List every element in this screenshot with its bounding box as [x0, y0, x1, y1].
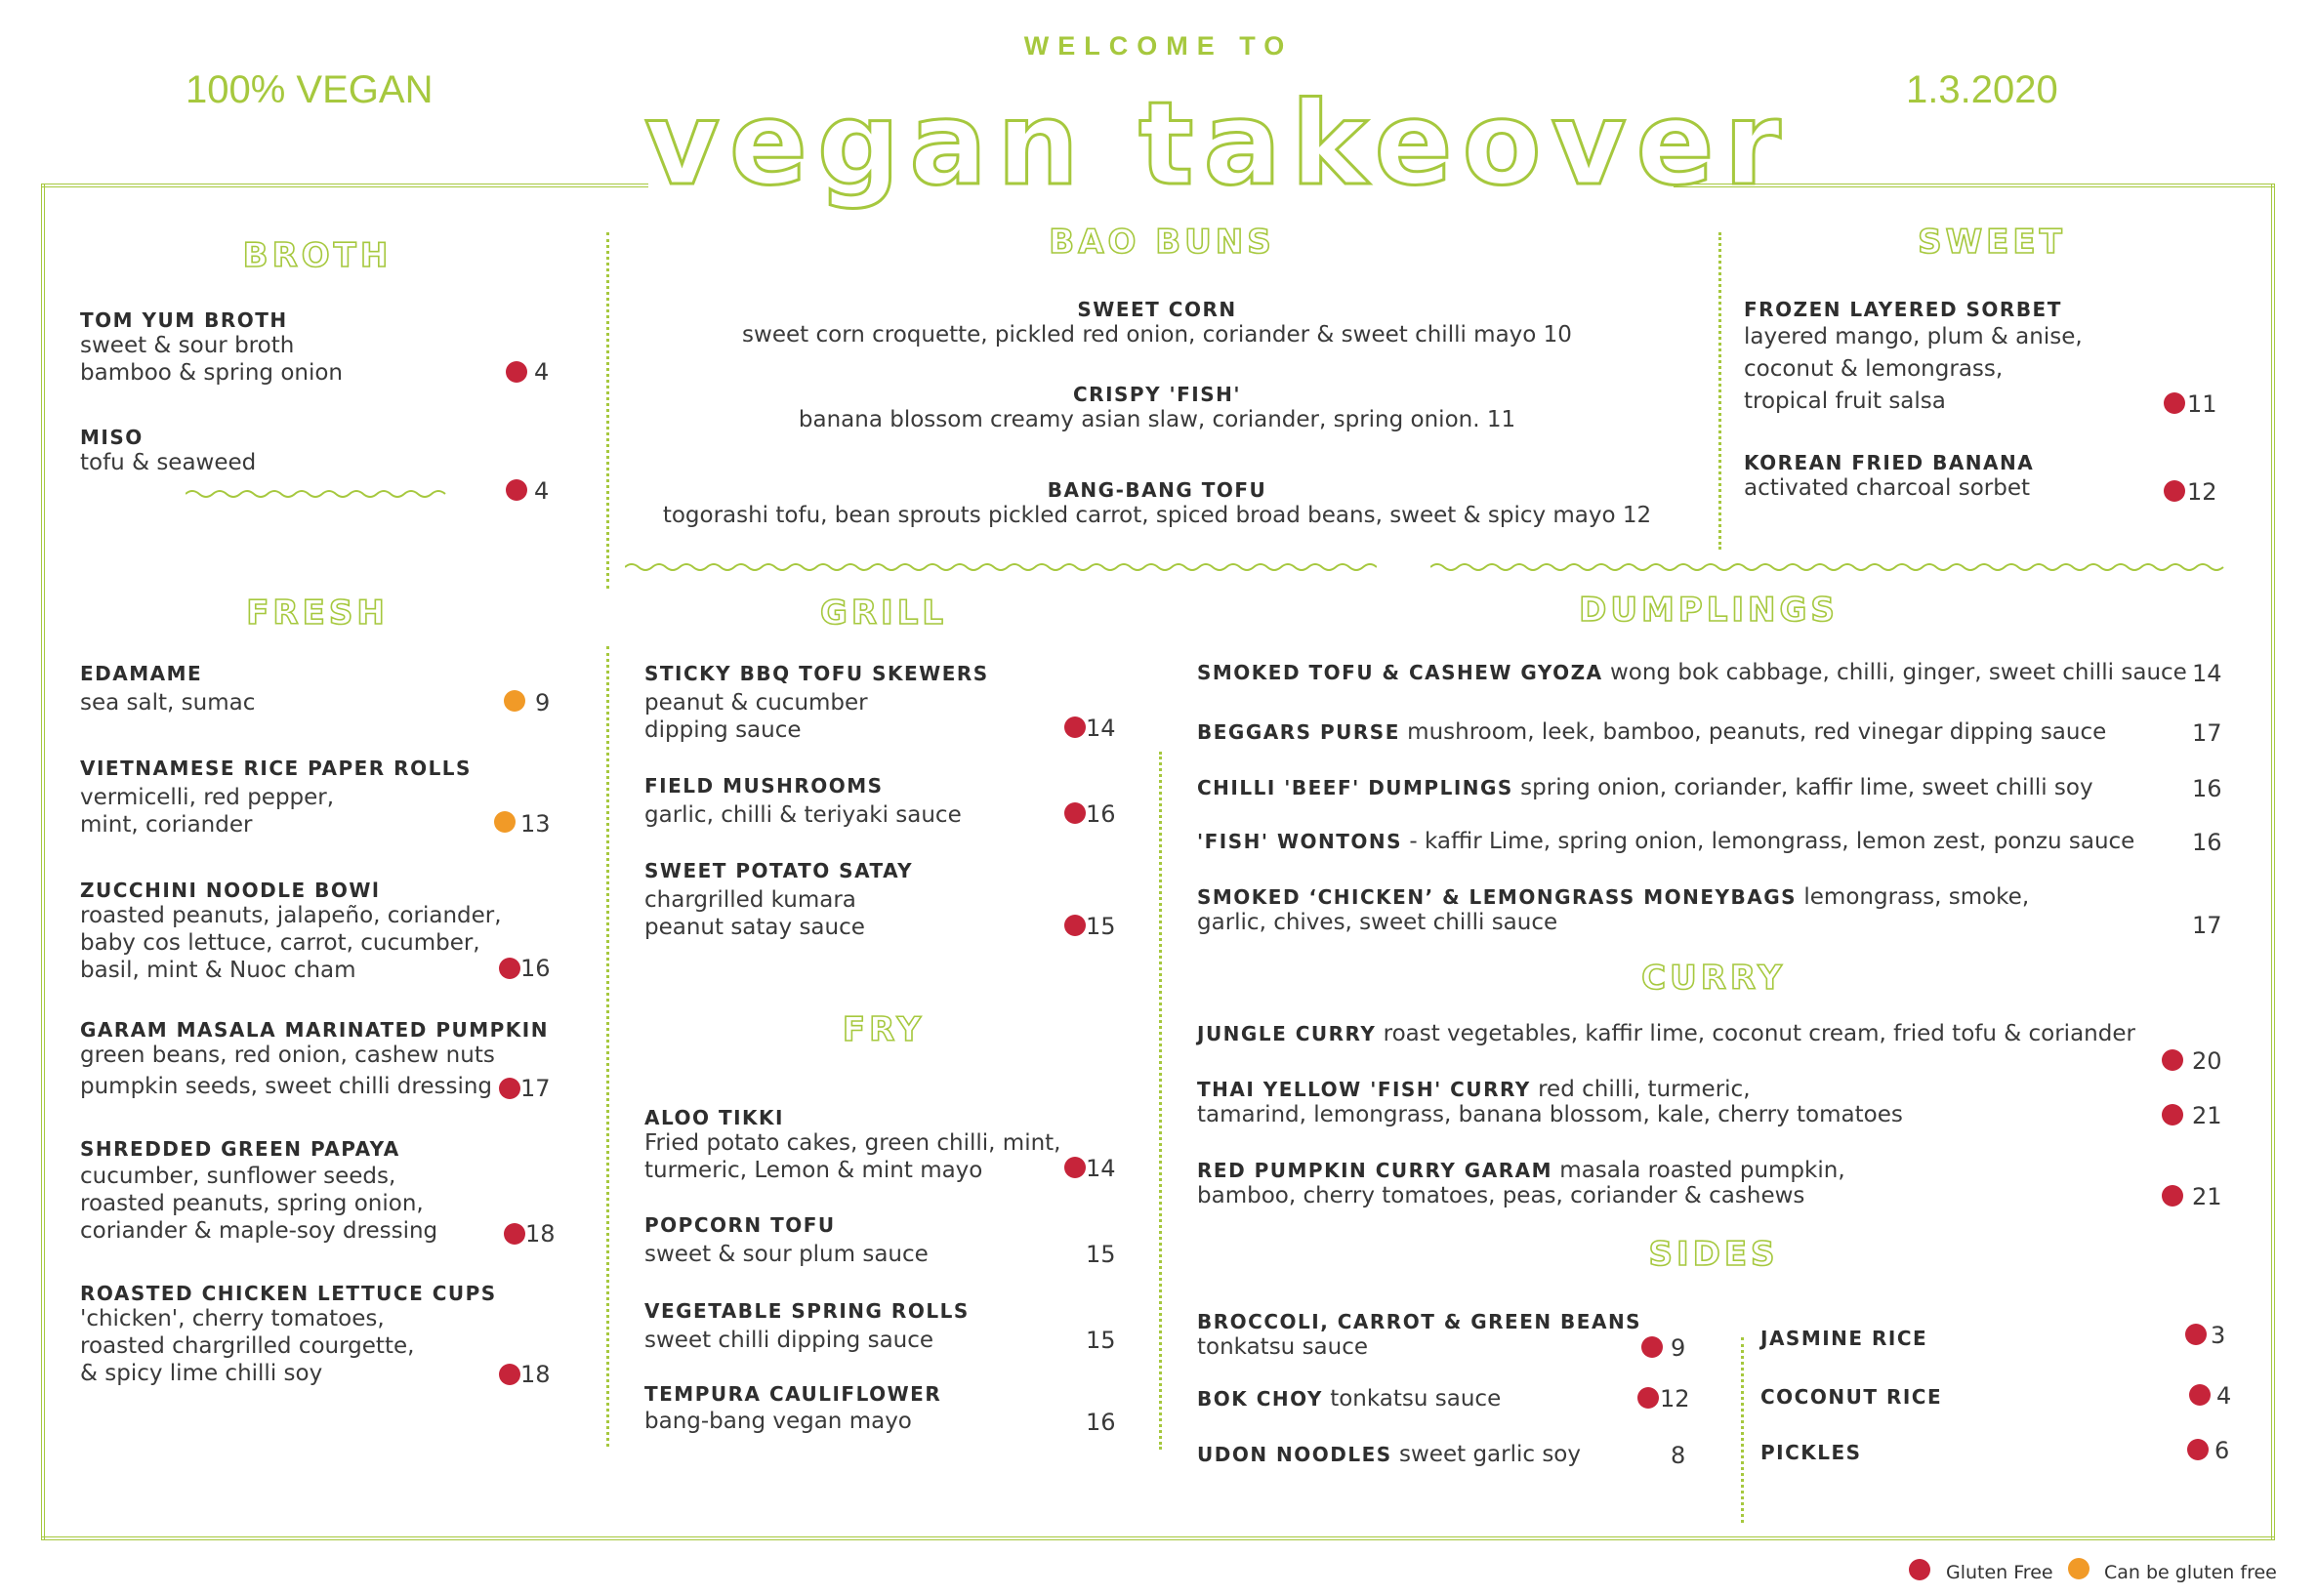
- divider-sides: [1741, 1337, 1744, 1523]
- item-desc: banana blossom creamy asian slaw, coriander, spring onion. 11: [798, 407, 1516, 432]
- item-desc: coriander & maple-soy dressing: [80, 1218, 438, 1244]
- menu-date: 1.3.2020: [1906, 68, 2058, 111]
- divider-grill-dumplings: [1159, 752, 1162, 1450]
- item-desc: basil, mint & Nuoc cham: [80, 958, 356, 983]
- item-desc: green beans, red onion, cashew nuts: [80, 1043, 495, 1068]
- grill-heading: GRILL: [819, 593, 948, 633]
- item-name: UDON NOODLES: [1197, 1443, 1392, 1466]
- item-name: SWEET POTATO SATAY: [644, 859, 914, 882]
- item-desc: sweet & sour broth: [80, 333, 295, 358]
- item-price: 4: [534, 477, 550, 505]
- item-price: 13: [520, 810, 551, 838]
- frame-bottom: [41, 1536, 2275, 1540]
- frame-left: [41, 184, 45, 1540]
- gluten-free-icon: [1064, 716, 1086, 738]
- menu-item-rice-paper-rolls: [80, 757, 472, 839]
- divider-bao-sweet: [1718, 232, 1721, 550]
- item-desc: Fried potato cakes, green chilli, mint,: [644, 1130, 1061, 1156]
- menu-item-pickles: PICKLES: [1760, 1441, 1862, 1464]
- gluten-free-icon: [499, 1364, 520, 1385]
- can-be-gluten-free-legend-label: Can be gluten free: [2104, 1562, 2277, 1583]
- item-name: CRISPY 'FISH': [1072, 383, 1242, 406]
- item-price: 17: [2192, 719, 2222, 747]
- item-desc: garlic, chilli & teriyaki sauce: [644, 802, 962, 828]
- item-desc: mint, coriander: [80, 812, 253, 838]
- item-desc: turmeric, Lemon & mint mayo: [644, 1158, 983, 1183]
- vegan-badge: 100% VEGAN: [186, 68, 434, 111]
- item-price: 6: [2214, 1437, 2230, 1464]
- menu-item-green-papaya: [80, 1137, 437, 1245]
- curry-heading: CURRY: [1641, 959, 1786, 998]
- item-desc: dipping sauce: [644, 717, 802, 743]
- item-price: 14: [1086, 715, 1116, 742]
- item-price: 16: [2192, 775, 2222, 802]
- item-name: 'FISH' WONTONS: [1197, 830, 1403, 853]
- item-price: 11: [2187, 390, 2217, 418]
- item-price: 14: [2192, 660, 2222, 687]
- gluten-free-icon: [499, 1078, 520, 1099]
- item-name: BROCCOLI, CARROT & GREEN BEANS: [1197, 1310, 1642, 1333]
- menu-item-lettuce-cups: [80, 1282, 497, 1387]
- gluten-free-legend-label: Gluten Free: [1946, 1562, 2053, 1583]
- menu-item-jungle-curry: [1197, 1021, 2135, 1046]
- can-be-gluten-free-icon: [504, 690, 525, 712]
- item-desc: bamboo & spring onion: [80, 360, 344, 386]
- item-price: 18: [520, 1361, 551, 1388]
- item-price: 21: [2192, 1102, 2222, 1129]
- item-price: 16: [1086, 1409, 1116, 1436]
- item-desc: tropical fruit salsa: [1744, 389, 1946, 414]
- divider-fresh-grill: [606, 646, 609, 1447]
- divider-broth-bao: [606, 232, 609, 589]
- menu-item-tempura-cauliflower: [644, 1382, 941, 1435]
- item-desc: bang-bang vegan mayo: [644, 1409, 912, 1434]
- item-name: VIETNAMESE RICE PAPER ROLLS: [80, 757, 472, 780]
- item-price: 17: [2192, 912, 2222, 939]
- item-desc: pumpkin seeds, sweet chilli dressing: [80, 1074, 493, 1099]
- item-desc: chargrilled kumara: [644, 887, 856, 913]
- item-name: SMOKED ‘CHICKEN’ & LEMONGRASS MONEYBAGS: [1197, 885, 1798, 909]
- frame-top-right: [1674, 184, 2275, 187]
- gluten-free-icon: [1637, 1387, 1659, 1409]
- item-name: ROASTED CHICKEN LETTUCE CUPS: [80, 1282, 497, 1305]
- item-name: POPCORN TOFU: [644, 1213, 836, 1237]
- menu-item-moneybags: [1197, 884, 2029, 935]
- item-desc: sweet chilli dipping sauce: [644, 1328, 934, 1353]
- bao-heading: BAO BUNS: [1049, 223, 1275, 262]
- menu-item-popcorn-tofu: [644, 1213, 929, 1268]
- item-desc: 'chicken', cherry tomatoes,: [80, 1306, 385, 1331]
- gluten-free-icon: [2164, 480, 2185, 502]
- menu-item-beggars-purse: [1197, 719, 2106, 745]
- menu-item-thai-yellow-curry: [1197, 1077, 1903, 1127]
- welcome-text: WELCOME TO: [1023, 31, 1294, 61]
- gluten-free-icon: [1064, 1157, 1086, 1178]
- item-name: FIELD MUSHROOMS: [644, 774, 884, 798]
- menu-item-sweet-potato-satay: [644, 859, 913, 941]
- menu-item-spring-rolls: [644, 1299, 970, 1354]
- item-desc: sweet & sour plum sauce: [644, 1242, 929, 1267]
- item-price: 17: [520, 1075, 551, 1102]
- item-name: VEGETABLE SPRING ROLLS: [644, 1299, 970, 1323]
- gluten-free-icon: [2162, 1104, 2183, 1125]
- wave-divider-broth: [186, 488, 449, 500]
- item-desc: tofu & seaweed: [80, 450, 257, 475]
- menu-item-garam-masala-pumpkin: [80, 1018, 549, 1100]
- can-be-gluten-free-icon: [494, 811, 516, 833]
- item-desc: red chilli, turmeric,: [1530, 1077, 1751, 1102]
- item-name: KOREAN FRIED BANANA: [1744, 451, 2035, 474]
- fresh-heading: FRESH: [246, 593, 389, 633]
- item-price: 3: [2211, 1322, 2226, 1349]
- wave-divider-sweet: [1430, 561, 2231, 573]
- menu-item-frozen-sorbet: [1744, 298, 2083, 418]
- item-desc: roasted peanuts, jalapeño, coriander,: [80, 903, 502, 928]
- menu-item-bok-choy: [1197, 1386, 1501, 1412]
- item-price: 4: [2216, 1382, 2232, 1410]
- item-price: 12: [2187, 478, 2217, 506]
- menu-item-tom-yum: [80, 308, 343, 387]
- gluten-free-icon: [2189, 1384, 2211, 1406]
- gluten-free-icon: [499, 958, 520, 979]
- wave-divider-bao: [625, 561, 1377, 573]
- menu-item-fish-wontons: [1197, 829, 2134, 854]
- item-desc: layered mango, plum & anise,: [1744, 324, 2083, 349]
- item-desc: sweet corn croquette, pickled red onion, coriander & sweet chilli mayo 10: [742, 322, 1572, 348]
- gluten-free-icon: [1064, 915, 1086, 936]
- menu-item-edamame: [80, 662, 255, 716]
- item-name: EDAMAME: [80, 662, 203, 685]
- item-name: ZUCCHINI NOODLE BOWl: [80, 879, 381, 902]
- dumplings-heading: DUMPLINGS: [1579, 591, 1839, 630]
- menu-item-broccoli: [1197, 1310, 1641, 1361]
- item-price: 16: [2192, 829, 2222, 856]
- gluten-free-icon: [2164, 392, 2185, 414]
- item-price: 15: [1086, 1327, 1116, 1354]
- item-price: 20: [2192, 1047, 2222, 1075]
- item-name: STICKY BBQ TOFU SKEWERS: [644, 662, 989, 685]
- item-price: 15: [1086, 1241, 1116, 1268]
- item-price: 8: [1671, 1442, 1686, 1469]
- item-name: CHILLI 'BEEF' DUMPLINGS: [1197, 776, 1513, 799]
- gluten-free-icon: [2187, 1439, 2209, 1460]
- item-price: 9: [1671, 1334, 1686, 1362]
- item-desc: roasted chargrilled courgette,: [80, 1333, 415, 1359]
- menu-item-beef-dumplings: [1197, 775, 2093, 800]
- gluten-free-icon: [506, 479, 527, 501]
- item-desc: cucumber, sunflower seeds,: [80, 1164, 396, 1189]
- item-desc: masala roasted pumpkin,: [1552, 1158, 1845, 1183]
- item-name: ALOO TIKKI: [644, 1106, 784, 1129]
- menu-item-field-mushrooms: [644, 774, 962, 829]
- item-name: BEGGARS PURSE: [1197, 720, 1400, 744]
- item-name: GARAM MASALA MARINATED PUMPKIN: [80, 1018, 549, 1042]
- item-desc: garlic, chives, sweet chilli sauce: [1197, 910, 1558, 935]
- item-desc: - kaffir Lime, spring onion, lemongrass, lemon zest, ponzu sauce: [1402, 829, 2135, 854]
- gluten-free-icon: [504, 1223, 525, 1245]
- sides-heading: SIDES: [1648, 1235, 1779, 1274]
- menu-item-crispy-fish: [625, 383, 1689, 433]
- item-desc: activated charcoal sorbet: [1744, 475, 2030, 501]
- menu-item-aloo-tikki: [644, 1106, 1061, 1184]
- menu-item-sweet-corn: [625, 298, 1689, 348]
- item-name: TEMPURA CAULIFLOWER: [644, 1382, 942, 1406]
- frame-right: [2271, 184, 2275, 1540]
- item-name: MISO: [80, 426, 144, 449]
- item-desc: tonkatsu sauce: [1322, 1386, 1502, 1412]
- item-desc: togorashi tofu, bean sprouts pickled carrot, spiced broad beans, sweet & spicy mayo 12: [662, 503, 1652, 528]
- menu-item-udon-noodles: [1197, 1442, 1581, 1467]
- item-name: SMOKED TOFU & CASHEW GYOZA: [1197, 661, 1603, 684]
- item-desc: sweet garlic soy: [1391, 1442, 1581, 1467]
- item-price: 21: [2192, 1183, 2222, 1210]
- item-price: 15: [1086, 913, 1116, 940]
- item-name: THAI YELLOW 'FISH' CURRY: [1197, 1078, 1531, 1101]
- item-desc: lemongrass, smoke,: [1797, 884, 2030, 910]
- gluten-free-icon: [1641, 1336, 1663, 1358]
- item-desc: sea salt, sumac: [80, 690, 256, 716]
- menu-item-jasmine-rice: JASMINE RICE: [1760, 1327, 1928, 1350]
- item-desc: & spicy lime chilli soy: [80, 1361, 323, 1386]
- item-price: 9: [535, 689, 551, 716]
- item-price: 14: [1086, 1155, 1116, 1182]
- item-desc: peanut & cucumber: [644, 690, 868, 716]
- item-desc: wong bok cabbage, chilli, ginger, sweet chilli sauce: [1602, 660, 2187, 685]
- item-name: BOK CHOY: [1197, 1387, 1323, 1411]
- item-desc: tamarind, lemongrass, banana blossom, kale, cherry tomatoes: [1197, 1102, 1903, 1127]
- item-name: TOM YUM BROTH: [80, 308, 288, 332]
- item-desc: roasted peanuts, spring onion,: [80, 1191, 424, 1216]
- menu-item-korean-banana: [1744, 451, 2034, 502]
- menu-item-bbq-tofu-skewers: [644, 662, 989, 744]
- item-name: RED PUMPKIN CURRY GARAM: [1197, 1159, 1552, 1182]
- item-desc: tonkatsu sauce: [1197, 1334, 1369, 1360]
- menu-item-coconut-rice: COCONUT RICE: [1760, 1385, 1943, 1409]
- menu-item-bang-bang-tofu: [625, 478, 1689, 529]
- item-price: 16: [520, 955, 551, 982]
- item-desc: baby cos lettuce, carrot, cucumber,: [80, 930, 480, 956]
- item-price: 4: [534, 358, 550, 386]
- item-name: BANG-BANG TOFU: [1047, 478, 1267, 502]
- item-price: 18: [525, 1220, 556, 1248]
- broth-heading: BROTH: [242, 236, 393, 275]
- frame-top-left: [41, 184, 648, 187]
- gluten-free-icon: [2185, 1324, 2207, 1345]
- gluten-free-legend-icon: [1909, 1559, 1930, 1580]
- item-desc: mushroom, leek, bamboo, peanuts, red vinegar dipping sauce: [1399, 719, 2107, 745]
- can-be-gluten-free-legend-icon: [2068, 1558, 2089, 1579]
- gluten-free-icon: [2162, 1049, 2183, 1071]
- menu-item-gyoza: [1197, 660, 2187, 685]
- item-name: JUNGLE CURRY: [1197, 1022, 1377, 1045]
- item-name: FROZEN LAYERED SORBET: [1744, 298, 2062, 321]
- item-desc: roast vegetables, kaffir lime, coconut cream, fried tofu & coriander: [1376, 1021, 2135, 1046]
- item-desc: vermicelli, red pepper,: [80, 785, 335, 810]
- menu-item-miso: [80, 426, 256, 476]
- item-name: SHREDDED GREEN PAPAYA: [80, 1137, 400, 1161]
- item-name: SWEET CORN: [1077, 298, 1237, 321]
- gluten-free-icon: [506, 361, 527, 383]
- item-price: 12: [1660, 1385, 1690, 1412]
- item-price: 16: [1086, 800, 1116, 828]
- fry-heading: FRY: [842, 1010, 926, 1049]
- gluten-free-icon: [2162, 1185, 2183, 1207]
- menu-item-zucchini-bowl: [80, 879, 502, 984]
- item-desc: peanut satay sauce: [644, 915, 865, 940]
- menu-item-red-pumpkin-curry: [1197, 1158, 1845, 1208]
- gluten-free-icon: [1064, 802, 1086, 824]
- item-desc: coconut & lemongrass,: [1744, 356, 2004, 382]
- sweet-heading: SWEET: [1918, 223, 2066, 262]
- item-desc: bamboo, cherry tomatoes, peas, coriander & cashews: [1197, 1183, 1805, 1208]
- page-title: vegan takeover: [644, 76, 1791, 211]
- item-desc: spring onion, coriander, kaffir lime, sweet chilli soy: [1512, 775, 2093, 800]
